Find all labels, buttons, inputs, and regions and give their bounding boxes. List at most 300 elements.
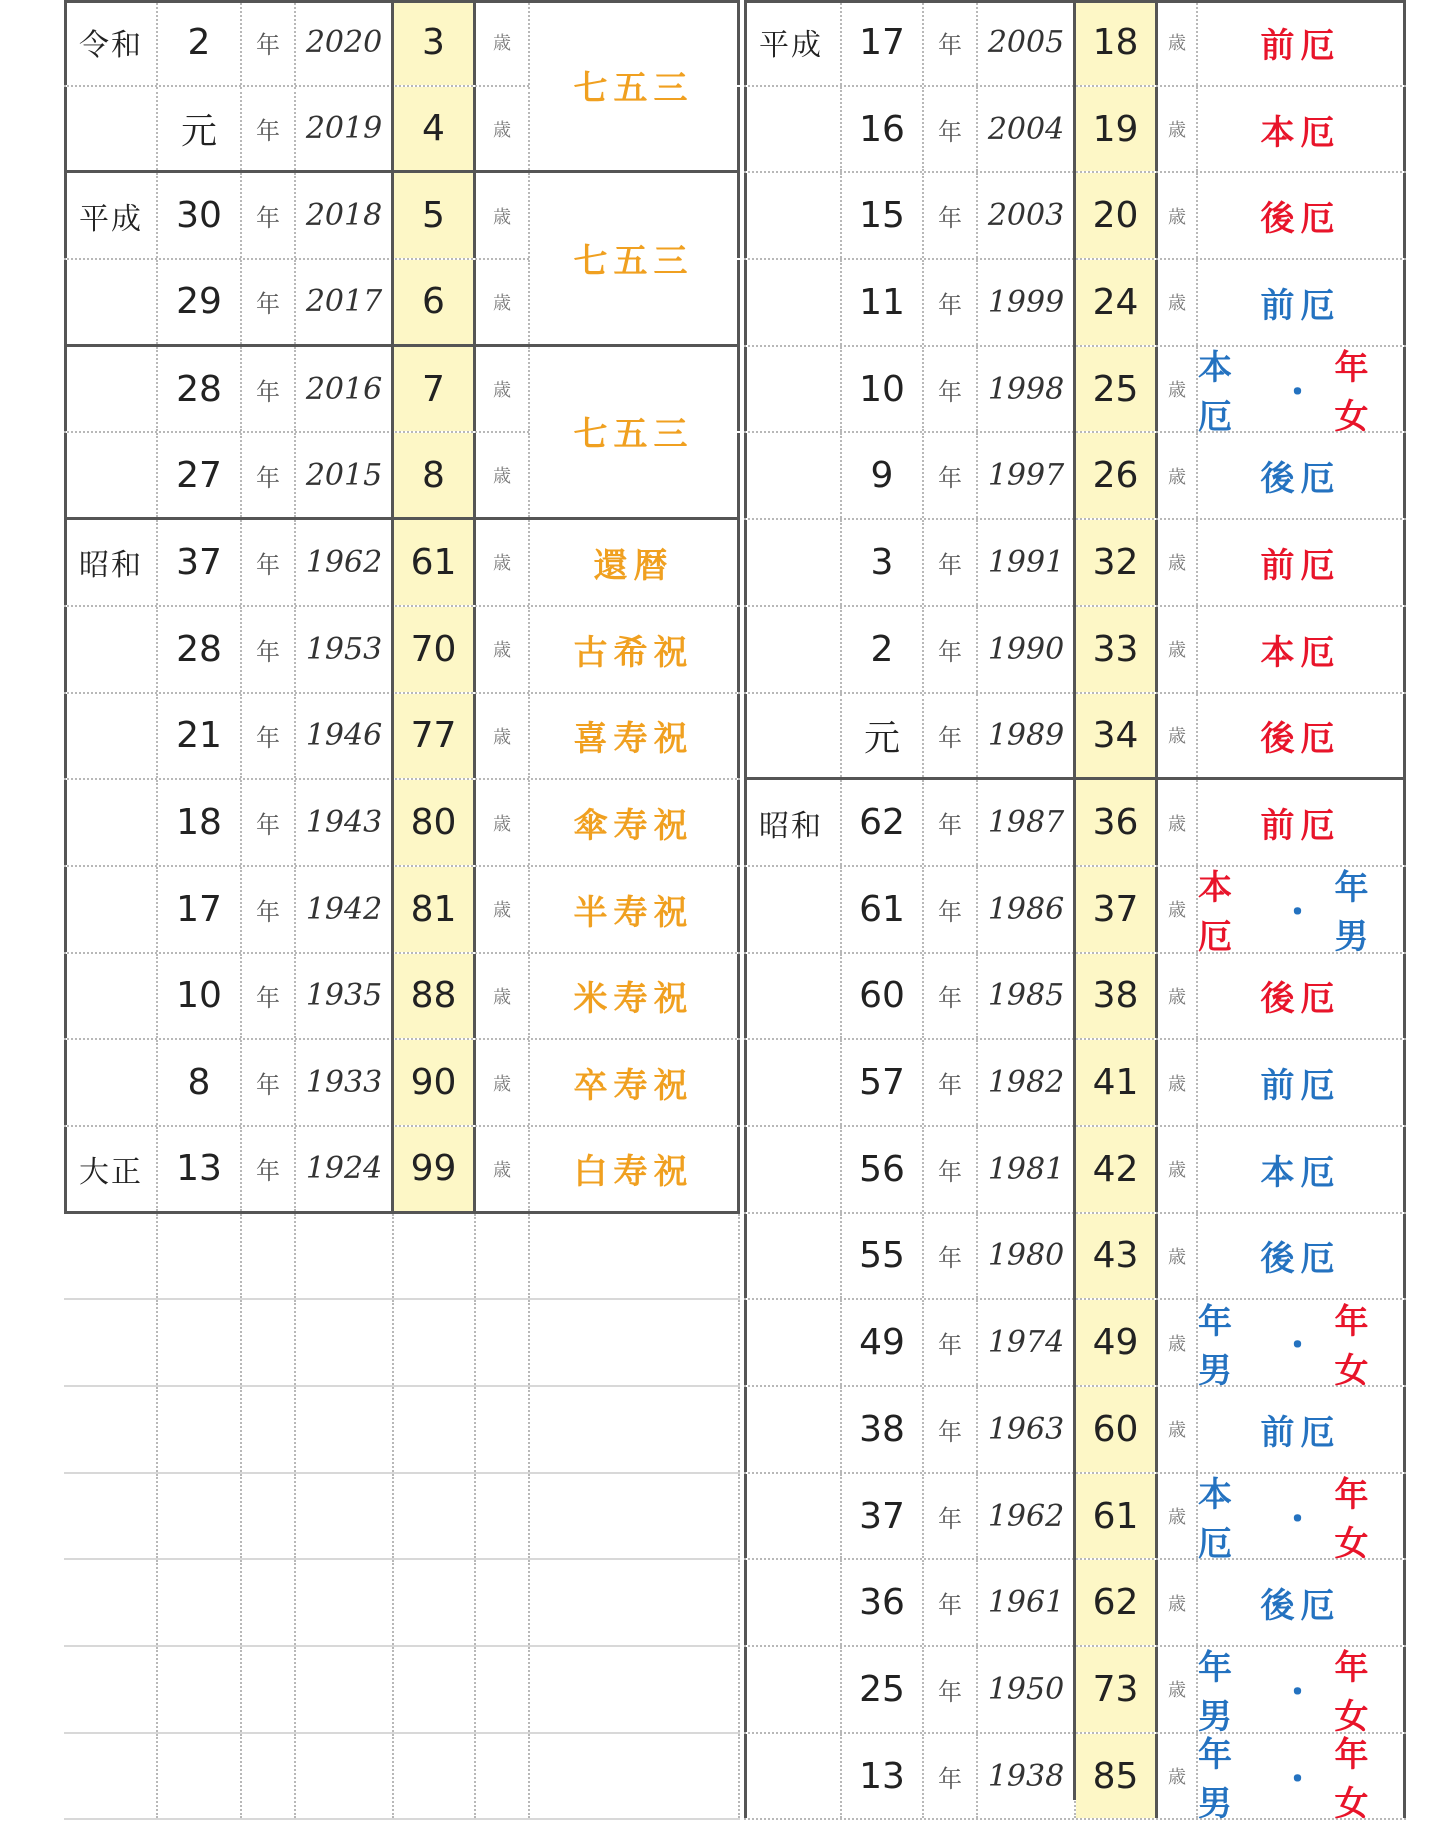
table-row <box>64 607 740 694</box>
sai-unit: 歳 <box>476 694 530 779</box>
western-year-cell <box>296 1734 394 1819</box>
age-cell: 36 <box>1076 780 1158 865</box>
era-year-cell: 2 <box>158 0 242 85</box>
sai-unit: 歳 <box>1158 954 1198 1039</box>
era-cell <box>744 954 842 1039</box>
age-cell: 73 <box>1076 1647 1158 1732</box>
era-year-cell: 9 <box>842 433 924 518</box>
era-cell: 令和 <box>64 0 158 85</box>
table-row <box>64 954 740 1041</box>
sai-unit: 歳 <box>476 1127 530 1211</box>
yaku-label: 本厄 <box>1260 632 1341 673</box>
sai-unit: 歳 <box>476 867 530 952</box>
sai-unit: 歳 <box>1158 780 1198 865</box>
yaku-cell <box>1198 520 1406 605</box>
table-row <box>64 0 740 109</box>
western-year-cell: 2016 <box>296 347 394 432</box>
yaku-cell <box>1198 607 1406 692</box>
yaku-cell <box>1198 1647 1406 1738</box>
western-year-cell: 1946 <box>296 694 394 779</box>
age-cell <box>394 1300 476 1385</box>
sai-unit: 歳 <box>1158 1734 1198 1819</box>
age-cell: 3 <box>394 0 476 85</box>
empty-cell <box>530 1647 740 1732</box>
western-year-cell: 1962 <box>978 1474 1076 1559</box>
table-row <box>64 520 740 607</box>
yaku-label: 本厄 <box>1198 348 1238 438</box>
sai-unit: 歳 <box>476 260 530 344</box>
yaku-cell <box>1198 87 1406 172</box>
western-year-cell: 1982 <box>978 1040 1076 1125</box>
western-year-cell: 1938 <box>978 1734 1076 1819</box>
sai-unit: 歳 <box>1158 347 1198 432</box>
era-year-cell: 56 <box>842 1127 924 1212</box>
western-year-cell: 1981 <box>978 1127 1076 1212</box>
nen-unit: 年 <box>924 1734 978 1819</box>
age-cell: 18 <box>1076 0 1158 85</box>
yaku-label-second: 年女 <box>1334 1475 1375 1565</box>
nen-unit <box>242 1474 296 1559</box>
western-year-cell: 1980 <box>978 1214 1076 1299</box>
nen-unit: 年 <box>924 867 978 952</box>
yaku-cell <box>1198 1214 1406 1299</box>
age-cell <box>394 1734 476 1819</box>
age-cell: 33 <box>1076 607 1158 692</box>
western-year-cell: 2005 <box>978 0 1076 85</box>
era-year-cell: 元 <box>158 87 242 171</box>
era-cell: 昭和 <box>64 520 158 605</box>
nen-unit <box>242 1387 296 1472</box>
empty-row <box>64 1647 740 1734</box>
nen-unit: 年 <box>924 520 978 605</box>
sai-unit: 歳 <box>1158 1040 1198 1125</box>
era-year-cell: 37 <box>158 520 242 605</box>
era-cell <box>64 780 158 865</box>
nen-unit <box>242 1647 296 1732</box>
sai-unit <box>476 1214 530 1299</box>
empty-row <box>64 1734 740 1821</box>
era-cell <box>744 1647 842 1732</box>
yaku-cell <box>1198 1560 1406 1645</box>
age-cell: 6 <box>394 260 476 344</box>
yaku-label-second: 年女 <box>1334 1735 1375 1825</box>
age-cell: 49 <box>1076 1300 1158 1385</box>
era-cell <box>744 433 842 518</box>
age-cell: 26 <box>1076 433 1158 518</box>
era-year-cell: 28 <box>158 607 242 692</box>
event-cell: 白寿祝 <box>530 1127 740 1211</box>
era-year-cell: 17 <box>842 0 924 85</box>
era-year-cell: 29 <box>158 260 242 344</box>
age-cell: 24 <box>1076 260 1158 345</box>
era-cell <box>744 607 842 692</box>
nen-unit: 年 <box>242 694 296 779</box>
era-cell <box>744 173 842 258</box>
yaku-cell <box>1198 1040 1406 1125</box>
western-year-cell: 1985 <box>978 954 1076 1039</box>
western-year-cell: 1962 <box>296 520 394 605</box>
age-cell <box>394 1214 476 1299</box>
nen-unit: 年 <box>924 954 978 1039</box>
separator-dot: ・ <box>1280 1759 1321 1800</box>
nen-unit: 年 <box>924 1387 978 1472</box>
nen-unit: 年 <box>924 1474 978 1559</box>
sai-unit: 歳 <box>1158 1387 1198 1472</box>
era-cell <box>64 1474 158 1559</box>
nen-unit: 年 <box>924 1300 978 1385</box>
western-year-cell: 1961 <box>978 1560 1076 1645</box>
nen-unit: 年 <box>242 1040 296 1125</box>
era-cell: 平成 <box>64 173 158 258</box>
western-year-cell: 1997 <box>978 433 1076 518</box>
era-cell <box>744 260 842 345</box>
nen-unit: 年 <box>924 1040 978 1125</box>
separator-dot: ・ <box>1280 892 1321 933</box>
era-cell: 昭和 <box>744 780 842 865</box>
empty-row <box>64 1387 740 1474</box>
era-year-cell: 27 <box>158 433 242 517</box>
era-year-cell: 37 <box>842 1474 924 1559</box>
western-year-cell <box>296 1560 394 1645</box>
table-row <box>64 867 740 954</box>
era-cell <box>744 1387 842 1472</box>
era-cell <box>64 954 158 1039</box>
nen-unit: 年 <box>242 347 296 432</box>
merged-event-label: 七五三 <box>573 241 694 282</box>
western-year-cell <box>296 1300 394 1385</box>
era-year-cell <box>158 1300 242 1385</box>
age-cell: 88 <box>394 954 476 1039</box>
age-cell: 99 <box>394 1127 476 1211</box>
era-year-cell: 8 <box>158 1040 242 1125</box>
era-year-cell: 18 <box>158 780 242 865</box>
western-year-cell: 1953 <box>296 607 394 692</box>
western-year-cell: 1990 <box>978 607 1076 692</box>
era-cell <box>744 1560 842 1645</box>
yaku-label: 年男 <box>1198 1648 1238 1738</box>
nen-unit: 年 <box>242 1127 296 1211</box>
age-cell: 77 <box>394 694 476 779</box>
empty-cell <box>530 1734 740 1819</box>
era-year-cell: 3 <box>842 520 924 605</box>
western-year-cell: 1933 <box>296 1040 394 1125</box>
yaku-label: 前厄 <box>1260 545 1341 586</box>
age-cell: 61 <box>1076 1474 1158 1559</box>
age-cell: 90 <box>394 1040 476 1125</box>
era-cell <box>64 1387 158 1472</box>
western-year-cell: 2020 <box>296 0 394 85</box>
era-cell <box>744 1300 842 1385</box>
age-cell: 20 <box>1076 173 1158 258</box>
western-year-cell <box>296 1474 394 1559</box>
empty-row <box>64 1300 740 1387</box>
western-year-cell <box>296 1214 394 1299</box>
yaku-cell <box>1198 780 1406 865</box>
age-cell: 5 <box>394 173 476 258</box>
sai-unit: 歳 <box>476 347 530 432</box>
era-year-cell: 55 <box>842 1214 924 1299</box>
sai-unit: 歳 <box>476 1040 530 1125</box>
yaku-label: 後厄 <box>1260 1239 1341 1280</box>
sai-unit: 歳 <box>476 433 530 517</box>
western-year-cell <box>296 1387 394 1472</box>
yaku-label: 後厄 <box>1260 459 1341 500</box>
nen-unit: 年 <box>924 1560 978 1645</box>
merged-event-label: 七五三 <box>573 68 694 109</box>
sai-unit: 歳 <box>1158 1127 1198 1212</box>
era-cell <box>744 694 842 778</box>
sai-unit: 歳 <box>1158 0 1198 85</box>
age-cell: 37 <box>1076 867 1158 952</box>
left-table <box>64 0 740 1800</box>
western-year-cell: 1950 <box>978 1647 1076 1732</box>
western-year-cell: 1989 <box>978 694 1076 778</box>
era-cell <box>64 1734 158 1819</box>
western-year-cell: 1991 <box>978 520 1076 605</box>
age-cell <box>394 1387 476 1472</box>
empty-row <box>64 1474 740 1561</box>
era-cell <box>744 87 842 172</box>
western-year-cell: 2018 <box>296 173 394 258</box>
age-cell: 62 <box>1076 1560 1158 1645</box>
era-year-cell: 10 <box>158 954 242 1039</box>
empty-cell <box>530 1387 740 1472</box>
age-cell: 7 <box>394 347 476 432</box>
event-cell <box>530 173 740 282</box>
age-cell: 8 <box>394 433 476 517</box>
yaku-label: 年男 <box>1198 1735 1238 1825</box>
nen-unit: 年 <box>924 1647 978 1732</box>
age-cell: 85 <box>1076 1734 1158 1819</box>
sai-unit: 歳 <box>1158 1474 1198 1559</box>
left-age-border <box>391 0 394 1214</box>
yaku-cell <box>1198 347 1406 438</box>
era-year-cell <box>158 1214 242 1299</box>
sai-unit: 歳 <box>1158 607 1198 692</box>
era-cell <box>744 1214 842 1299</box>
empty-row <box>64 1214 740 1301</box>
era-cell <box>64 1300 158 1385</box>
nen-unit: 年 <box>242 433 296 517</box>
sai-unit: 歳 <box>476 607 530 692</box>
sai-unit <box>476 1560 530 1645</box>
nen-unit: 年 <box>242 607 296 692</box>
nen-unit: 年 <box>924 694 978 778</box>
sai-unit: 歳 <box>1158 173 1198 258</box>
western-year-cell: 2019 <box>296 87 394 171</box>
sai-unit <box>476 1474 530 1559</box>
era-year-cell: 38 <box>842 1387 924 1472</box>
era-year-cell: 13 <box>158 1127 242 1211</box>
western-year-cell: 1987 <box>978 780 1076 865</box>
sai-unit: 歳 <box>1158 260 1198 345</box>
western-year-cell: 2015 <box>296 433 394 517</box>
sai-unit: 歳 <box>1158 1560 1198 1645</box>
era-cell <box>744 1474 842 1559</box>
separator-dot: ・ <box>1280 1499 1321 1540</box>
western-year-cell: 1998 <box>978 347 1076 432</box>
yaku-label: 後厄 <box>1260 718 1341 759</box>
nen-unit: 年 <box>242 173 296 258</box>
era-year-cell: 16 <box>842 87 924 172</box>
era-cell <box>744 1040 842 1125</box>
table-row <box>64 1040 740 1127</box>
era-cell <box>744 1127 842 1212</box>
yaku-label: 本厄 <box>1260 112 1341 153</box>
age-cell <box>394 1560 476 1645</box>
event-cell: 傘寿祝 <box>530 780 740 865</box>
era-year-cell: 元 <box>842 694 924 778</box>
merged-event-label: 七五三 <box>573 414 694 455</box>
age-cell: 81 <box>394 867 476 952</box>
era-cell <box>64 1040 158 1125</box>
yaku-label: 後厄 <box>1260 979 1341 1020</box>
age-cell: 25 <box>1076 347 1158 432</box>
nen-unit: 年 <box>924 1127 978 1212</box>
yaku-cell <box>1198 260 1406 345</box>
era-year-cell: 10 <box>842 347 924 432</box>
era-year-cell: 61 <box>842 867 924 952</box>
table-row <box>64 694 740 781</box>
western-year-cell: 1924 <box>296 1127 394 1211</box>
yaku-label: 本厄 <box>1260 1152 1341 1193</box>
right-age-border <box>1073 0 1076 1800</box>
yaku-cell <box>1198 1474 1406 1565</box>
sai-unit <box>476 1734 530 1819</box>
nen-unit: 年 <box>924 173 978 258</box>
era-year-cell: 49 <box>842 1300 924 1385</box>
nen-unit: 年 <box>242 780 296 865</box>
era-year-cell <box>158 1560 242 1645</box>
era-cell <box>64 260 158 344</box>
era-year-cell: 2 <box>842 607 924 692</box>
age-cell: 32 <box>1076 520 1158 605</box>
nen-unit: 年 <box>924 607 978 692</box>
sai-unit <box>476 1387 530 1472</box>
sai-unit: 歳 <box>476 954 530 1039</box>
nen-unit: 年 <box>242 520 296 605</box>
yaku-label: 本厄 <box>1198 1475 1238 1565</box>
yaku-label: 前厄 <box>1260 285 1341 326</box>
yaku-label-second: 年女 <box>1334 348 1375 438</box>
age-cell: 80 <box>394 780 476 865</box>
empty-cell <box>530 1560 740 1645</box>
nen-unit <box>242 1734 296 1819</box>
era-cell <box>64 1214 158 1299</box>
era-year-cell: 57 <box>842 1040 924 1125</box>
table-row <box>64 173 740 282</box>
era-cell <box>744 347 842 432</box>
yaku-cell <box>1198 867 1406 958</box>
empty-cell <box>530 1300 740 1385</box>
nen-unit: 年 <box>242 0 296 85</box>
yaku-label: 年男 <box>1198 1301 1238 1391</box>
western-year-cell: 1963 <box>978 1387 1076 1472</box>
yaku-cell <box>1198 1387 1406 1472</box>
era-year-cell <box>158 1474 242 1559</box>
era-year-cell: 30 <box>158 173 242 258</box>
age-cell: 41 <box>1076 1040 1158 1125</box>
era-cell <box>64 867 158 952</box>
western-year-cell: 1999 <box>978 260 1076 345</box>
event-cell: 半寿祝 <box>530 867 740 952</box>
event-cell: 卒寿祝 <box>530 1040 740 1125</box>
era-cell <box>64 607 158 692</box>
event-cell: 米寿祝 <box>530 954 740 1039</box>
era-cell: 平成 <box>744 0 842 85</box>
era-year-cell: 60 <box>842 954 924 1039</box>
era-cell <box>64 87 158 171</box>
sai-unit: 歳 <box>1158 87 1198 172</box>
sai-unit: 歳 <box>1158 867 1198 952</box>
nen-unit: 年 <box>924 347 978 432</box>
age-cell <box>394 1474 476 1559</box>
western-year-cell: 1942 <box>296 867 394 952</box>
era-year-cell <box>158 1387 242 1472</box>
era-year-cell: 28 <box>158 347 242 432</box>
western-year-cell: 1943 <box>296 780 394 865</box>
era-year-cell <box>158 1647 242 1732</box>
nen-unit <box>242 1300 296 1385</box>
yaku-label-second: 年女 <box>1334 1648 1375 1738</box>
era-cell <box>744 1734 842 1819</box>
era-cell <box>64 694 158 779</box>
age-cell: 60 <box>1076 1387 1158 1472</box>
empty-row <box>64 1560 740 1647</box>
separator-dot: ・ <box>1280 1326 1321 1367</box>
western-year-cell: 1974 <box>978 1300 1076 1385</box>
age-cell: 61 <box>394 520 476 605</box>
era-cell: 大正 <box>64 1127 158 1211</box>
age-cell: 43 <box>1076 1214 1158 1299</box>
age-cell <box>394 1647 476 1732</box>
sai-unit: 歳 <box>1158 1214 1198 1299</box>
western-year-cell: 1986 <box>978 867 1076 952</box>
sai-unit: 歳 <box>1158 1300 1198 1385</box>
sai-unit: 歳 <box>476 0 530 85</box>
yaku-label: 前厄 <box>1260 806 1341 847</box>
event-cell: 喜寿祝 <box>530 694 740 779</box>
era-year-cell: 17 <box>158 867 242 952</box>
yaku-label: 前厄 <box>1260 1066 1341 1107</box>
era-year-cell: 15 <box>842 173 924 258</box>
yaku-label: 前厄 <box>1260 25 1341 66</box>
event-cell <box>530 347 740 455</box>
table-row <box>64 1127 740 1214</box>
era-year-cell: 11 <box>842 260 924 345</box>
age-cell: 38 <box>1076 954 1158 1039</box>
yaku-cell <box>1198 173 1406 258</box>
era-cell <box>64 347 158 432</box>
sai-unit: 歳 <box>1158 694 1198 778</box>
era-cell <box>64 1560 158 1645</box>
yaku-cell <box>1198 433 1406 518</box>
era-year-cell: 13 <box>842 1734 924 1819</box>
yaku-cell <box>1198 0 1406 85</box>
era-cell <box>744 520 842 605</box>
sai-unit: 歳 <box>1158 1647 1198 1732</box>
empty-cell <box>530 1214 740 1299</box>
sai-unit: 歳 <box>476 780 530 865</box>
nen-unit: 年 <box>242 954 296 1039</box>
western-year-cell <box>296 1647 394 1732</box>
yaku-cell <box>1198 1127 1406 1212</box>
era-year-cell: 62 <box>842 780 924 865</box>
western-year-cell: 2017 <box>296 260 394 344</box>
nen-unit: 年 <box>924 87 978 172</box>
event-cell <box>530 0 740 109</box>
era-year-cell: 36 <box>842 1560 924 1645</box>
